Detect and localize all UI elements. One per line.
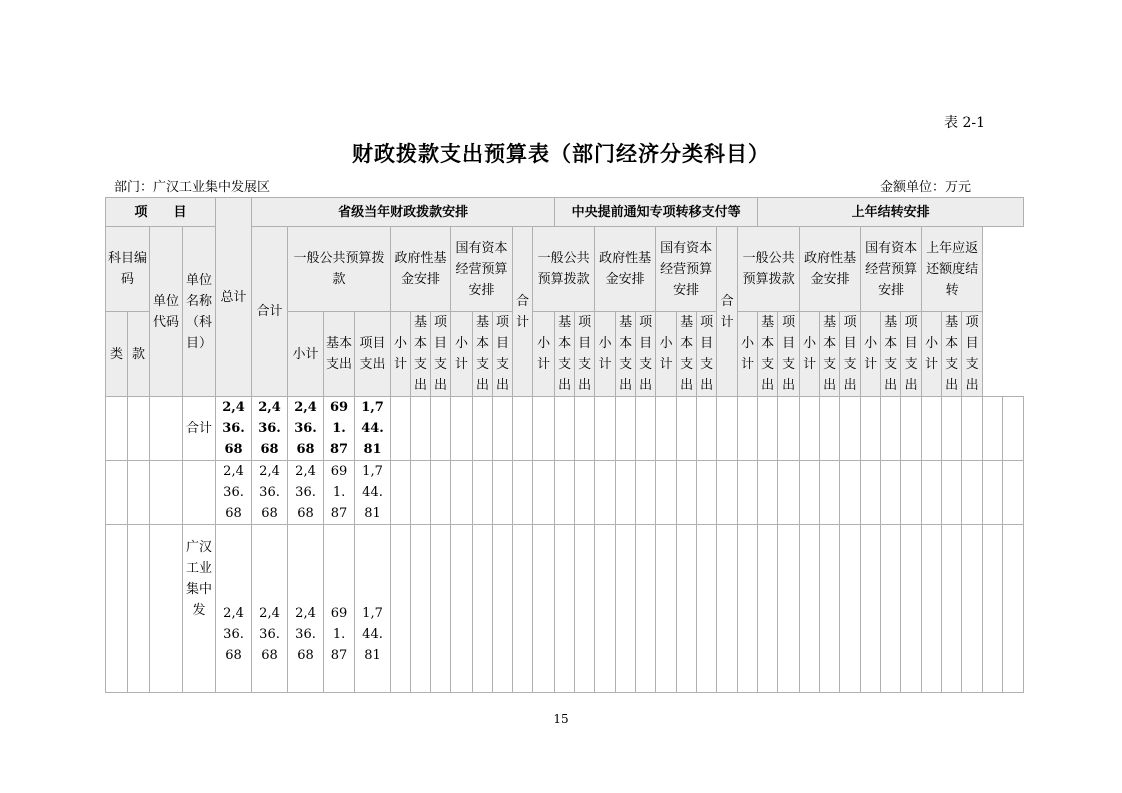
- header-prov-govfund-small: 小计: [391, 312, 411, 397]
- row-total: 2,4 36. 68: [216, 397, 252, 461]
- budget-table: [105, 197, 1024, 693]
- header-lastyear-return: 上年应返还额度结转: [922, 227, 983, 312]
- amount-unit-label: 金额单位：万元: [880, 180, 972, 195]
- header-last-govfund-project: 项目支出: [840, 312, 861, 397]
- header-lastyear-heji: 合计: [717, 227, 738, 397]
- header-prov-general-project: 项目支出: [355, 312, 391, 397]
- header-cen-general-basic: 基本支出: [555, 312, 575, 397]
- header-cen-general-small: 小计: [533, 312, 555, 397]
- row-unit-name: 合计: [183, 397, 216, 461]
- header-central-govfund: 政府性基金安排: [595, 227, 656, 312]
- row-prov-general-project: 1,7 44. 81: [355, 397, 391, 461]
- header-provincial-state: 国有资本经营预算安排: [451, 227, 513, 312]
- header-lastyear-govfund: 政府性基金安排: [800, 227, 861, 312]
- header-prov-state-project: 项目支出: [493, 312, 513, 397]
- header-cen-govfund-basic: 基本支出: [616, 312, 636, 397]
- header-prov-state-small: 小计: [451, 312, 473, 397]
- row-total: 2,4 36. 68: [216, 461, 252, 525]
- row-prov-general-basic: 69 1. 87: [324, 397, 355, 461]
- header-cen-state-basic: 基本支出: [677, 312, 697, 397]
- row-prov-heji: 2,4 36. 68: [252, 397, 288, 461]
- row-prov-general-small: 2,4 36. 68: [288, 397, 324, 461]
- header-group-lastyear: 上年结转安排: [758, 198, 1024, 227]
- page-title: 财政拨款支出预算表（部门经济分类科目）: [352, 141, 770, 166]
- header-central-state: 国有资本经营预算安排: [656, 227, 717, 312]
- header-item: 项 目: [106, 198, 216, 227]
- header-lastyear-state: 国有资本经营预算安排: [861, 227, 922, 312]
- row-prov-general-basic: 69 1. 87: [324, 461, 355, 525]
- row-prov-general-basic: 69 1. 87: [324, 525, 355, 693]
- row-prov-general-small: 2,4 36. 68: [288, 525, 324, 693]
- header-subject-code: 科目编码: [106, 227, 150, 312]
- header-central-general: 一般公共预算拨款: [533, 227, 595, 312]
- table-row: [106, 397, 1024, 461]
- header-provincial-heji: 合计: [252, 227, 288, 397]
- header-last-state-basic: 基本支出: [881, 312, 901, 397]
- header-last-general-basic: 基本支出: [758, 312, 778, 397]
- header-cen-general-project: 项目支出: [575, 312, 595, 397]
- row-total: 2,4 36. 68: [216, 525, 252, 693]
- header-last-general-project: 项目支出: [778, 312, 800, 397]
- table-row: [106, 525, 1024, 693]
- header-category: 类: [106, 312, 128, 397]
- row-prov-general-small: 2,4 36. 68: [288, 461, 324, 525]
- row-prov-general-project: 1,7 44. 81: [355, 525, 391, 693]
- header-cen-govfund-project: 项目支出: [636, 312, 656, 397]
- header-cen-state-small: 小计: [656, 312, 677, 397]
- header-last-govfund-small: 小计: [800, 312, 820, 397]
- header-prov-general-basic: 基本支出: [324, 312, 355, 397]
- header-total: 总计: [216, 198, 252, 397]
- page-number: 15: [553, 712, 569, 726]
- header-unit-name: 单位名称（科目）: [183, 227, 216, 397]
- header-section: 款: [128, 312, 150, 397]
- table-row: [106, 461, 1024, 525]
- header-unit-code: 单位代码: [150, 227, 183, 397]
- header-cen-state-project: 项目支出: [697, 312, 717, 397]
- row-prov-general-project: 1,7 44. 81: [355, 461, 391, 525]
- header-prov-general-small: 小计: [288, 312, 324, 397]
- row-prov-heji: 2,4 36. 68: [252, 525, 288, 693]
- header-group-provincial: 省级当年财政拨款安排: [252, 198, 555, 227]
- header-provincial-govfund: 政府性基金安排: [391, 227, 451, 312]
- header-group-central: 中央提前通知专项转移支付等: [555, 198, 758, 227]
- row-unit-name: [183, 461, 216, 525]
- header-last-return-small: 小计: [922, 312, 942, 397]
- header-central-heji: 合计: [513, 227, 533, 397]
- header-cen-govfund-small: 小计: [595, 312, 616, 397]
- header-last-govfund-basic: 基本支出: [820, 312, 840, 397]
- table-number-label: 表 2-1: [944, 115, 985, 131]
- header-lastyear-general: 一般公共预算拨款: [738, 227, 800, 312]
- header-last-general-small: 小计: [738, 312, 758, 397]
- header-last-return-project: 项目支出: [962, 312, 983, 397]
- row-unit-name: 广汉工业集中发: [183, 525, 216, 693]
- header-provincial-general: 一般公共预算拨款: [288, 227, 391, 312]
- header-prov-govfund-project: 项目支出: [431, 312, 451, 397]
- header-last-state-small: 小计: [861, 312, 881, 397]
- header-prov-govfund-basic: 基本支出: [411, 312, 431, 397]
- header-prov-state-basic: 基本支出: [473, 312, 493, 397]
- department-label: 部门：广汉工业集中发展区: [114, 180, 271, 195]
- header-last-state-project: 项目支出: [901, 312, 922, 397]
- row-prov-heji: 2,4 36. 68: [252, 461, 288, 525]
- header-last-return-basic: 基本支出: [942, 312, 962, 397]
